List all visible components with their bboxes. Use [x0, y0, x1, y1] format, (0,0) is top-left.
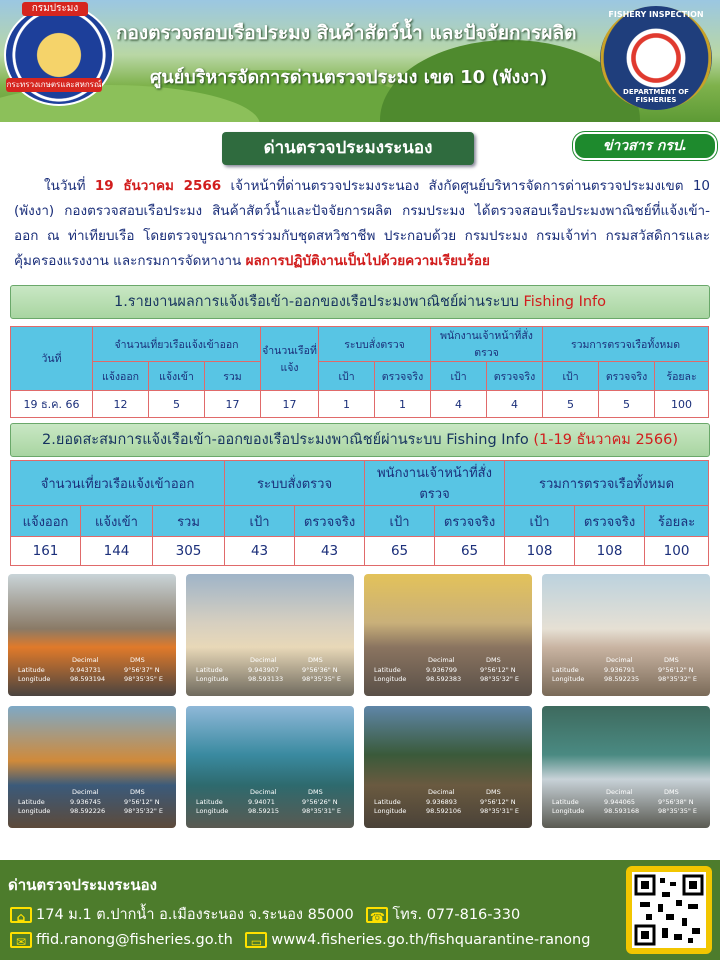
- gps-text: Longitude: [374, 675, 407, 683]
- gps-text: 98.593194: [70, 675, 106, 683]
- inspection-photo: [364, 574, 532, 696]
- inspection-photo: [8, 706, 176, 828]
- section1-system: Fishing Info: [523, 294, 607, 310]
- table2-cell: 100: [645, 537, 709, 566]
- gps-text: 9°56'12" N: [480, 798, 516, 806]
- gps-overlay: [368, 656, 528, 690]
- gps-text: 98°35'35" E: [658, 807, 698, 815]
- table2-cell: 161: [11, 537, 81, 566]
- table1-cell: 100: [655, 391, 709, 418]
- table1-cell: 1: [375, 391, 431, 418]
- intro-date: 19 ธันวาคม 2566: [94, 178, 222, 194]
- gps-text: 9.936745: [70, 798, 102, 806]
- intro-text-1: ในวันที่: [44, 178, 95, 194]
- table1-cell: 5: [543, 391, 599, 418]
- gps-text: Longitude: [18, 807, 51, 815]
- daily-report-table: [10, 326, 709, 418]
- inspection-photo: [542, 574, 710, 696]
- gps-overlay: [368, 788, 528, 822]
- cumulative-report-table: [10, 460, 709, 566]
- gps-text: Decimal: [72, 656, 99, 664]
- table-row: [11, 537, 709, 566]
- table2-sub-cell: ตรวจจริง: [295, 506, 365, 537]
- gps-text: DMS: [486, 656, 501, 664]
- gps-text: Decimal: [606, 656, 633, 664]
- header-subtitle: ศูนย์บริหารจัดการด่านตรวจประมง เขต 10 (พังงา): [150, 67, 548, 88]
- table1-header-row: [11, 327, 709, 362]
- gps-text: 9.936799: [426, 666, 458, 674]
- table1-sub-cell: แจ้งออก: [93, 362, 149, 391]
- gps-text: Longitude: [552, 807, 585, 815]
- qr-code-image: [632, 872, 706, 948]
- table1-subheader-row: [11, 362, 709, 391]
- footer-address-line: [10, 903, 520, 926]
- table1-cell: 4: [487, 391, 543, 418]
- gps-text: 98°35'32" E: [124, 807, 164, 815]
- gps-overlay: [190, 656, 350, 690]
- table1-header-system: ระบบสั่งตรวจ: [319, 327, 431, 362]
- gps-text: 98.593168: [604, 807, 640, 815]
- inspection-photo: [8, 574, 176, 696]
- gps-text: Longitude: [196, 807, 229, 815]
- gps-text: 98.593133: [248, 675, 284, 683]
- gps-text: 98°35'32" E: [658, 675, 698, 683]
- gps-text: 9°56'12" N: [480, 666, 516, 674]
- section1-heading: [10, 285, 710, 319]
- seal-bottom-text: กระทรวงเกษตรและสหกรณ์: [6, 78, 102, 92]
- table2-sub-cell: รวม: [153, 506, 225, 537]
- section2-period: (1-19 ธันวาคม 2566): [533, 432, 679, 448]
- inspection-photo: [186, 574, 354, 696]
- footer-phone: โทร. 077-816-330: [392, 907, 521, 923]
- gps-text: Longitude: [196, 675, 229, 683]
- gps-text: 98°35'31" E: [480, 807, 520, 815]
- intro-text-2: เจ้าหน้าที่ด่านตรวจประมงระนอง สังกัดศูนย์บริหารจัดการด่านตรวจประมงเขต 10 (พังงา) กองตรวจสอบเรือประมง สินค้าสัตว์น้ำและปัจจัยการผลิต กรมประมง ได้ตรวจสอบเรือประมงพาณิชย์ที่แจ้งเข้า-ออก ณ ท่าเทียบเรือ โดยตรวจบูรณาการร่วมกับชุดสหวิชาชีพ ประกอบด้วย กรมประมง กรมเจ้าท่า กรมสวัสดิการและคุ้มครองแรงงาน และกรมการจัดหางาน: [14, 178, 710, 269]
- table2-cell: 108: [505, 537, 575, 566]
- gps-text: Latitude: [196, 798, 223, 806]
- table1-cell: 17: [205, 391, 261, 418]
- gps-text: Longitude: [18, 675, 51, 683]
- email-icon: ✉: [10, 932, 32, 948]
- gps-text: 98.592226: [70, 807, 106, 815]
- gps-text: 9°56'38" N: [658, 798, 694, 806]
- gps-overlay: [190, 788, 350, 822]
- table2-header-system: ระบบสั่งตรวจ: [225, 461, 365, 506]
- gps-text: Decimal: [72, 788, 99, 796]
- gps-text: Latitude: [552, 798, 579, 806]
- table2-cell: 305: [153, 537, 225, 566]
- table1-header-total: รวมการตรวจเรือทั้งหมด: [543, 327, 709, 362]
- badge-top-text: FISHERY INSPECTION: [608, 10, 704, 19]
- table1-cell: 1: [319, 391, 375, 418]
- gps-text: DMS: [664, 656, 679, 664]
- table2-sub-cell: เป้า: [365, 506, 435, 537]
- gps-text: 9.943907: [248, 666, 280, 674]
- table2-sub-cell: ตรวจจริง: [435, 506, 505, 537]
- gps-text: 98.59215: [248, 807, 280, 815]
- header-title: กองตรวจสอบเรือประมง สินค้าสัตว์น้ำ และปัจจัยการผลิต: [116, 22, 577, 44]
- gps-text: Longitude: [374, 807, 407, 815]
- footer-office-name: ด่านตรวจประมงระนอง: [8, 876, 157, 894]
- gps-text: 9.936893: [426, 798, 458, 806]
- table2-sub-cell: แจ้งออก: [11, 506, 81, 537]
- phone-icon: ☎: [366, 907, 388, 923]
- table2-header-total: รวมการตรวจเรือทั้งหมด: [505, 461, 709, 506]
- footer-website[interactable]: www4.fisheries.go.th/fishquarantine-ranong: [271, 932, 591, 948]
- badge-bottom-text: DEPARTMENT OF FISHERIES: [623, 88, 689, 104]
- table1-sub-cell: ร้อยละ: [655, 362, 709, 391]
- table2-cell: 108: [575, 537, 645, 566]
- gps-text: Decimal: [428, 656, 455, 664]
- gps-text: Decimal: [606, 788, 633, 796]
- gps-text: Latitude: [18, 666, 45, 674]
- gps-overlay: [12, 656, 172, 690]
- gps-text: 9°56'36" N: [302, 666, 338, 674]
- gps-text: 98.592106: [426, 807, 462, 815]
- news-tag: ข่าวสาร กรป.: [573, 132, 717, 160]
- gps-text: DMS: [130, 656, 145, 664]
- gps-text: DMS: [486, 788, 501, 796]
- gps-overlay: [546, 656, 706, 690]
- table2-header-trips: จำนวนเที่ยวเรือแจ้งเข้าออก: [11, 461, 225, 506]
- intro-result: ผลการปฏิบัติงานเป็นไปด้วยความเรียบร้อย: [245, 253, 490, 269]
- table1-cell: 17: [261, 391, 319, 418]
- table2-cell: 43: [225, 537, 295, 566]
- gps-text: Decimal: [250, 788, 277, 796]
- inspection-photo: [364, 706, 532, 828]
- gps-text: 9°56'37" N: [124, 666, 160, 674]
- table1-cell: 12: [93, 391, 149, 418]
- gps-text: Latitude: [196, 666, 223, 674]
- footer-contact-line: [10, 932, 590, 948]
- gps-text: Decimal: [428, 788, 455, 796]
- gps-text: Latitude: [374, 798, 401, 806]
- gps-text: 9.94071: [248, 798, 275, 806]
- table1-sub-cell: รวม: [205, 362, 261, 391]
- gps-text: 9.944065: [604, 798, 636, 806]
- gps-text: 9°56'12" N: [658, 666, 694, 674]
- table1-sub-cell: เป้า: [431, 362, 487, 391]
- footer-address: 174 ม.1 ต.ปากน้ำ อ.เมืองระนอง จ.ระนอง 85000: [36, 907, 354, 923]
- table2-sub-cell: ตรวจจริง: [575, 506, 645, 537]
- footer-email[interactable]: ffid.ranong@fisheries.go.th: [36, 932, 233, 948]
- qr-pattern-icon: [632, 872, 706, 948]
- office-ribbon: ด่านตรวจประมงระนอง: [222, 132, 474, 165]
- gps-text: 98°35'31" E: [302, 807, 342, 815]
- gps-text: DMS: [130, 788, 145, 796]
- table1-header-boats: จำนวนเรือที่แจ้ง: [261, 327, 319, 391]
- table2-sub-cell: ร้อยละ: [645, 506, 709, 537]
- gps-text: 98°35'35" E: [302, 675, 342, 683]
- table-row: [11, 391, 709, 418]
- gps-text: 98.592383: [426, 675, 462, 683]
- table2-cell: 144: [81, 537, 153, 566]
- gps-text: 9°56'26" N: [302, 798, 338, 806]
- gps-text: 9°56'12" N: [124, 798, 160, 806]
- table1-cell: 5: [599, 391, 655, 418]
- section2-heading: [10, 423, 710, 457]
- table1-header-staff: พนักงานเจ้าหน้าที่สั่งตรวจ: [431, 327, 543, 362]
- gps-text: Latitude: [374, 666, 401, 674]
- table1-cell: 5: [149, 391, 205, 418]
- computer-icon: ▭: [245, 932, 267, 948]
- section1-title: 1.รายงานผลการแจ้งเรือเข้า-ออกของเรือประมงพาณิชย์ผ่านระบบ: [113, 294, 524, 310]
- table2-sub-cell: เป้า: [225, 506, 295, 537]
- gps-text: 9.943731: [70, 666, 102, 674]
- seal-top-text: กรมประมง: [22, 2, 88, 16]
- table1-header-date: วันที่: [11, 327, 93, 391]
- gps-text: DMS: [664, 788, 679, 796]
- location-icon: ⌂: [10, 907, 32, 923]
- gps-text: DMS: [308, 656, 323, 664]
- table1-cell: 4: [431, 391, 487, 418]
- table1-sub-cell: แจ้งเข้า: [149, 362, 205, 391]
- gps-overlay: [12, 788, 172, 822]
- table2-cell: 43: [295, 537, 365, 566]
- table2-header-row: [11, 461, 709, 506]
- table1-cell: 19 ธ.ค. 66: [11, 391, 93, 418]
- gps-text: 98°35'32" E: [480, 675, 520, 683]
- gps-overlay: [546, 788, 706, 822]
- table2-subheader-row: [11, 506, 709, 537]
- gps-text: 98.592235: [604, 675, 640, 683]
- table1-sub-cell: เป้า: [543, 362, 599, 391]
- table1-sub-cell: เป้า: [319, 362, 375, 391]
- qr-code[interactable]: [626, 866, 712, 954]
- table2-sub-cell: เป้า: [505, 506, 575, 537]
- intro-paragraph: [14, 174, 710, 274]
- gps-text: Latitude: [18, 798, 45, 806]
- inspection-photo: [186, 706, 354, 828]
- table1-sub-cell: ตรวจจริง: [487, 362, 543, 391]
- section2-title: 2.ยอดสะสมการแจ้งเรือเข้า-ออกของเรือประมงพาณิชย์ผ่านระบบ Fishing Info: [41, 432, 534, 448]
- table1-header-trips: จำนวนเที่ยวเรือแจ้งเข้าออก: [93, 327, 261, 362]
- table2-cell: 65: [435, 537, 505, 566]
- gps-text: DMS: [308, 788, 323, 796]
- table2-cell: 65: [365, 537, 435, 566]
- table2-header-staff: พนักงานเจ้าหน้าที่สั่งตรวจ: [365, 461, 505, 506]
- gps-text: 98°35'35" E: [124, 675, 164, 683]
- gps-text: 9.936791: [604, 666, 636, 674]
- table1-sub-cell: ตรวจจริง: [375, 362, 431, 391]
- gps-text: Decimal: [250, 656, 277, 664]
- inspection-photo: [542, 706, 710, 828]
- gps-text: Longitude: [552, 675, 585, 683]
- gps-text: Latitude: [552, 666, 579, 674]
- table1-sub-cell: ตรวจจริง: [599, 362, 655, 391]
- table2-sub-cell: แจ้งเข้า: [81, 506, 153, 537]
